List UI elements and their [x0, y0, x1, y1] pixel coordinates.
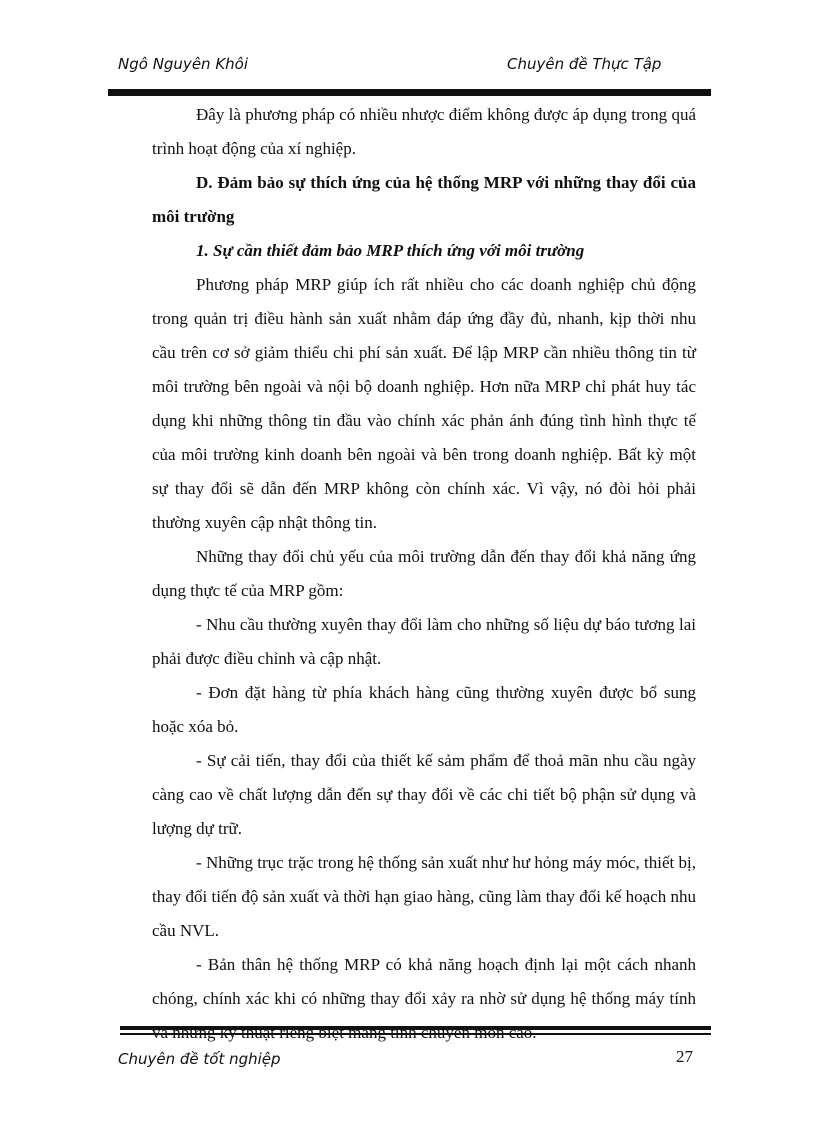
- footer-rule-thick: [120, 1026, 711, 1030]
- header-author: Ngô Nguyên Khôi: [118, 55, 249, 73]
- header-rule: [108, 89, 711, 96]
- bullet-1: - Nhu cầu thường xuyên thay đổi làm cho những số liệu dự báo tương lai phải được điều chỉnh và cập nhật.: [152, 615, 696, 668]
- paragraph-3: Những thay đổi chủ yếu của môi trường dẫn đến thay đổi khả năng ứng dụng thực tế của MRP gồm:: [152, 547, 696, 600]
- page-number: 27: [676, 1047, 693, 1066]
- section-heading-d: D. Đảm bảo sự thích ứng của hệ thống MRP với những thay đổi của môi trường: [152, 173, 696, 226]
- page-content: [152, 98, 696, 1050]
- footer-rule-thin: [120, 1033, 711, 1035]
- bullet-3: - Sự cải tiến, thay đổi của thiết kế sảm phẩm để thoả mãn nhu cầu ngày càng cao về chất lượng dẫn đến sự thay đổi về các chi tiết bộ phận sử dụng và lượng dự trữ.: [152, 751, 696, 838]
- paragraph-1: Đây là phương pháp có nhiều nhược điểm không được áp dụng trong quá trình hoạt động của xí nghiệp.: [152, 105, 696, 158]
- paragraph-2: Phương pháp MRP giúp ích rất nhiều cho các doanh nghiệp chủ động trong quản trị điều hành sản xuất nhằm đáp ứng đầy đủ, nhanh, kịp thời nhu cầu trên cơ sở giảm thiểu chi phí sản xuất. Để lập MRP cần nhiều thông tin từ môi trường bên ngoài và nội bộ doanh nghiệp. Hơn nữa MRP chỉ phát huy tác dụng khi những thông tin đầu vào chính xác phản ánh đúng tình hình thực tế của môi trường kinh doanh bên ngoài và bên trong doanh nghiệp. Bất kỳ một sự thay đổi sẽ dẫn đến MRP không còn chính xác. Vì vậy, nó đòi hỏi phải thường xuyên cập nhật thông tin.: [152, 275, 696, 532]
- bullet-4: - Những trục trặc trong hệ thống sản xuất như hư hỏng máy móc, thiết bị, thay đổi tiến độ sản xuất và thời hạn giao hàng, cũng làm thay đổi kế hoạch nhu cầu NVL.: [152, 853, 696, 940]
- footer-title: Chuyên đề tốt nghiệp: [118, 1050, 281, 1068]
- header-title: Chuyên đề Thực Tập: [507, 55, 662, 73]
- bullet-2: - Đơn đặt hàng từ phía khách hàng cũng thường xuyên được bổ sung hoặc xóa bỏ.: [152, 683, 696, 736]
- subsection-heading-1: 1. Sự cần thiết đảm bảo MRP thích ứng với môi trường: [196, 241, 585, 260]
- bullet-5: - Bản thân hệ thống MRP có khả năng hoạch định lại một cách nhanh chóng, chính xác khi có những thay đổi xảy ra nhờ sử dụng hệ thống máy tính: [152, 955, 696, 1008]
